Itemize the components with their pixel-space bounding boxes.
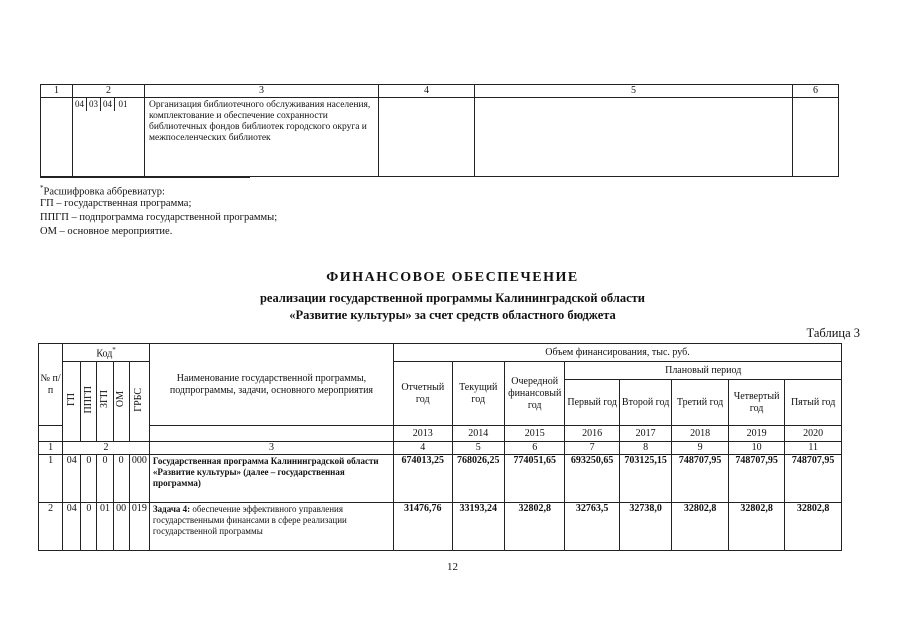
code-value: 0 bbox=[113, 455, 129, 503]
amount-cell: 693250,65 bbox=[565, 455, 619, 503]
amount-cell: 33193,24 bbox=[452, 503, 504, 551]
column-number: 4 bbox=[394, 442, 453, 455]
code-value: 01 bbox=[118, 99, 128, 109]
row-number: 2 bbox=[39, 503, 63, 551]
amount-cell: 32802,8 bbox=[672, 503, 728, 551]
code-value: 04 bbox=[73, 98, 87, 111]
second-year-header: Второй год bbox=[619, 380, 671, 426]
year-cell: 2017 bbox=[619, 426, 671, 442]
code-gp-header: ГП bbox=[63, 362, 81, 442]
footnote-line: ППГП – подпрограмма государственной программы; bbox=[40, 212, 278, 223]
amount-cell: 31476,76 bbox=[394, 503, 453, 551]
planned-period-header: Плановый период bbox=[565, 362, 842, 380]
column-number: 5 bbox=[452, 442, 504, 455]
code-zgp-header: ЗГП bbox=[97, 362, 113, 442]
code-grbs-header: ГРБС bbox=[129, 362, 149, 442]
next-year-header: Очередной финансовый год bbox=[504, 362, 565, 426]
empty-cell bbox=[39, 426, 63, 442]
year-cell: 2018 bbox=[672, 426, 728, 442]
table-row bbox=[39, 455, 842, 503]
amount-cell: 32802,8 bbox=[504, 503, 565, 551]
column-number: 2 bbox=[63, 442, 150, 455]
first-year-header: Первый год bbox=[565, 380, 619, 426]
code-cell bbox=[73, 98, 145, 177]
code-ppgp-header: ППГП bbox=[81, 362, 97, 442]
year-cell: 2014 bbox=[452, 426, 504, 442]
code-value: 04 bbox=[101, 98, 115, 111]
column-number: 2 bbox=[73, 85, 145, 98]
empty-cell bbox=[475, 98, 793, 177]
reported-year-header: Отчетный год bbox=[394, 362, 453, 426]
column-number: 4 bbox=[379, 85, 475, 98]
document-subtitle: реализации государственной программы Калининградской области bbox=[259, 291, 646, 305]
amount-cell: 774051,65 bbox=[504, 455, 565, 503]
table-row bbox=[41, 98, 839, 177]
document-subtitle: «Развитие культуры» за счет средств областного бюджета bbox=[289, 308, 616, 322]
code-om-header: ОМ bbox=[113, 362, 129, 442]
footnote-divider bbox=[40, 177, 250, 178]
column-number: 8 bbox=[619, 442, 671, 455]
year-cell: 2020 bbox=[785, 426, 842, 442]
amount-cell: 768026,25 bbox=[452, 455, 504, 503]
current-year-header: Текущий год bbox=[452, 362, 504, 426]
amount-cell: 703125,15 bbox=[619, 455, 671, 503]
continuation-table bbox=[40, 84, 839, 177]
code-value: 0 bbox=[81, 455, 97, 503]
column-number: 1 bbox=[39, 442, 63, 455]
amount-cell: 32802,8 bbox=[728, 503, 784, 551]
code-value: 04 bbox=[63, 455, 81, 503]
footnote-line: ОМ – основное мероприятие. bbox=[40, 226, 173, 237]
footnote-line: ГП – государственная программа; bbox=[40, 198, 192, 209]
year-cell: 2019 bbox=[728, 426, 784, 442]
amount-cell: 32763,5 bbox=[565, 503, 619, 551]
column-number: 3 bbox=[145, 85, 379, 98]
empty-cell bbox=[379, 98, 475, 177]
column-number: 10 bbox=[728, 442, 784, 455]
document-title: ФИНАНСОВОЕ ОБЕСПЕЧЕНИЕ bbox=[326, 270, 579, 285]
column-number: 3 bbox=[149, 442, 393, 455]
code-value: 00 bbox=[113, 503, 129, 551]
code-value: 03 bbox=[87, 98, 101, 111]
program-name: Государственная программа Калининградской области «Развитие культуры» (далее – государственная программа) bbox=[149, 455, 393, 503]
financing-table bbox=[38, 343, 842, 551]
column-number: 5 bbox=[475, 85, 793, 98]
column-number-row bbox=[39, 442, 842, 455]
code-header-text: Код bbox=[96, 348, 113, 360]
code-value: 0 bbox=[97, 455, 113, 503]
year-cell: 2013 bbox=[394, 426, 453, 442]
code-value: 019 bbox=[129, 503, 149, 551]
empty-cell bbox=[41, 98, 73, 177]
empty-cell bbox=[793, 98, 839, 177]
year-cell: 2015 bbox=[504, 426, 565, 442]
code-value: 000 bbox=[129, 455, 149, 503]
amount-cell: 32802,8 bbox=[785, 503, 842, 551]
code-value: 0 bbox=[81, 503, 97, 551]
column-number: 11 bbox=[785, 442, 842, 455]
name-header: Наименование государственной программы, подпрограммы, задачи, основного мероприятия bbox=[149, 344, 393, 426]
column-number: 1 bbox=[41, 85, 73, 98]
footnote-marker: * bbox=[40, 184, 44, 192]
year-cell: 2016 bbox=[565, 426, 619, 442]
code-header bbox=[63, 344, 150, 362]
third-year-header: Третий год bbox=[672, 380, 728, 426]
page-number: 12 bbox=[447, 561, 458, 573]
fifth-year-header: Пятый год bbox=[785, 380, 842, 426]
code-value: 01 bbox=[97, 503, 113, 551]
column-number: 6 bbox=[793, 85, 839, 98]
empty-cell bbox=[149, 426, 393, 442]
table-label: Таблица 3 bbox=[806, 326, 860, 340]
fourth-year-header: Четвертый год bbox=[728, 380, 784, 426]
column-number: 9 bbox=[672, 442, 728, 455]
table-row bbox=[39, 503, 842, 551]
header-row bbox=[39, 344, 842, 362]
code-group bbox=[73, 98, 144, 111]
years-row bbox=[39, 426, 842, 442]
column-number: 7 bbox=[565, 442, 619, 455]
footnote-title-text: Расшифровка аббревиатур: bbox=[43, 186, 165, 198]
amount-cell: 32738,0 bbox=[619, 503, 671, 551]
num-header: № п/п bbox=[39, 344, 63, 426]
column-number: 6 bbox=[504, 442, 565, 455]
code-header-marker: * bbox=[112, 346, 116, 355]
amount-cell: 748707,95 bbox=[785, 455, 842, 503]
amount-cell: 674013,25 bbox=[394, 455, 453, 503]
description-cell: Организация библиотечного обслуживания населения, комплектование и обеспечение сохранности библиотечных фондов библиотек городского округа и межпоселенческих библиотек bbox=[145, 98, 379, 177]
amount-cell: 748707,95 bbox=[728, 455, 784, 503]
task-text: обеспечение эффективного управления государственными финансами в сфере реализации государственной программы bbox=[152, 504, 347, 536]
continuation-header-row bbox=[41, 85, 839, 98]
task-label: Задача 4: bbox=[152, 504, 191, 514]
amount-cell: 748707,95 bbox=[672, 455, 728, 503]
code-value: 04 bbox=[63, 503, 81, 551]
volume-header: Объем финансирования, тыс. руб. bbox=[394, 344, 842, 362]
task-name bbox=[149, 503, 393, 551]
row-number: 1 bbox=[39, 455, 63, 503]
